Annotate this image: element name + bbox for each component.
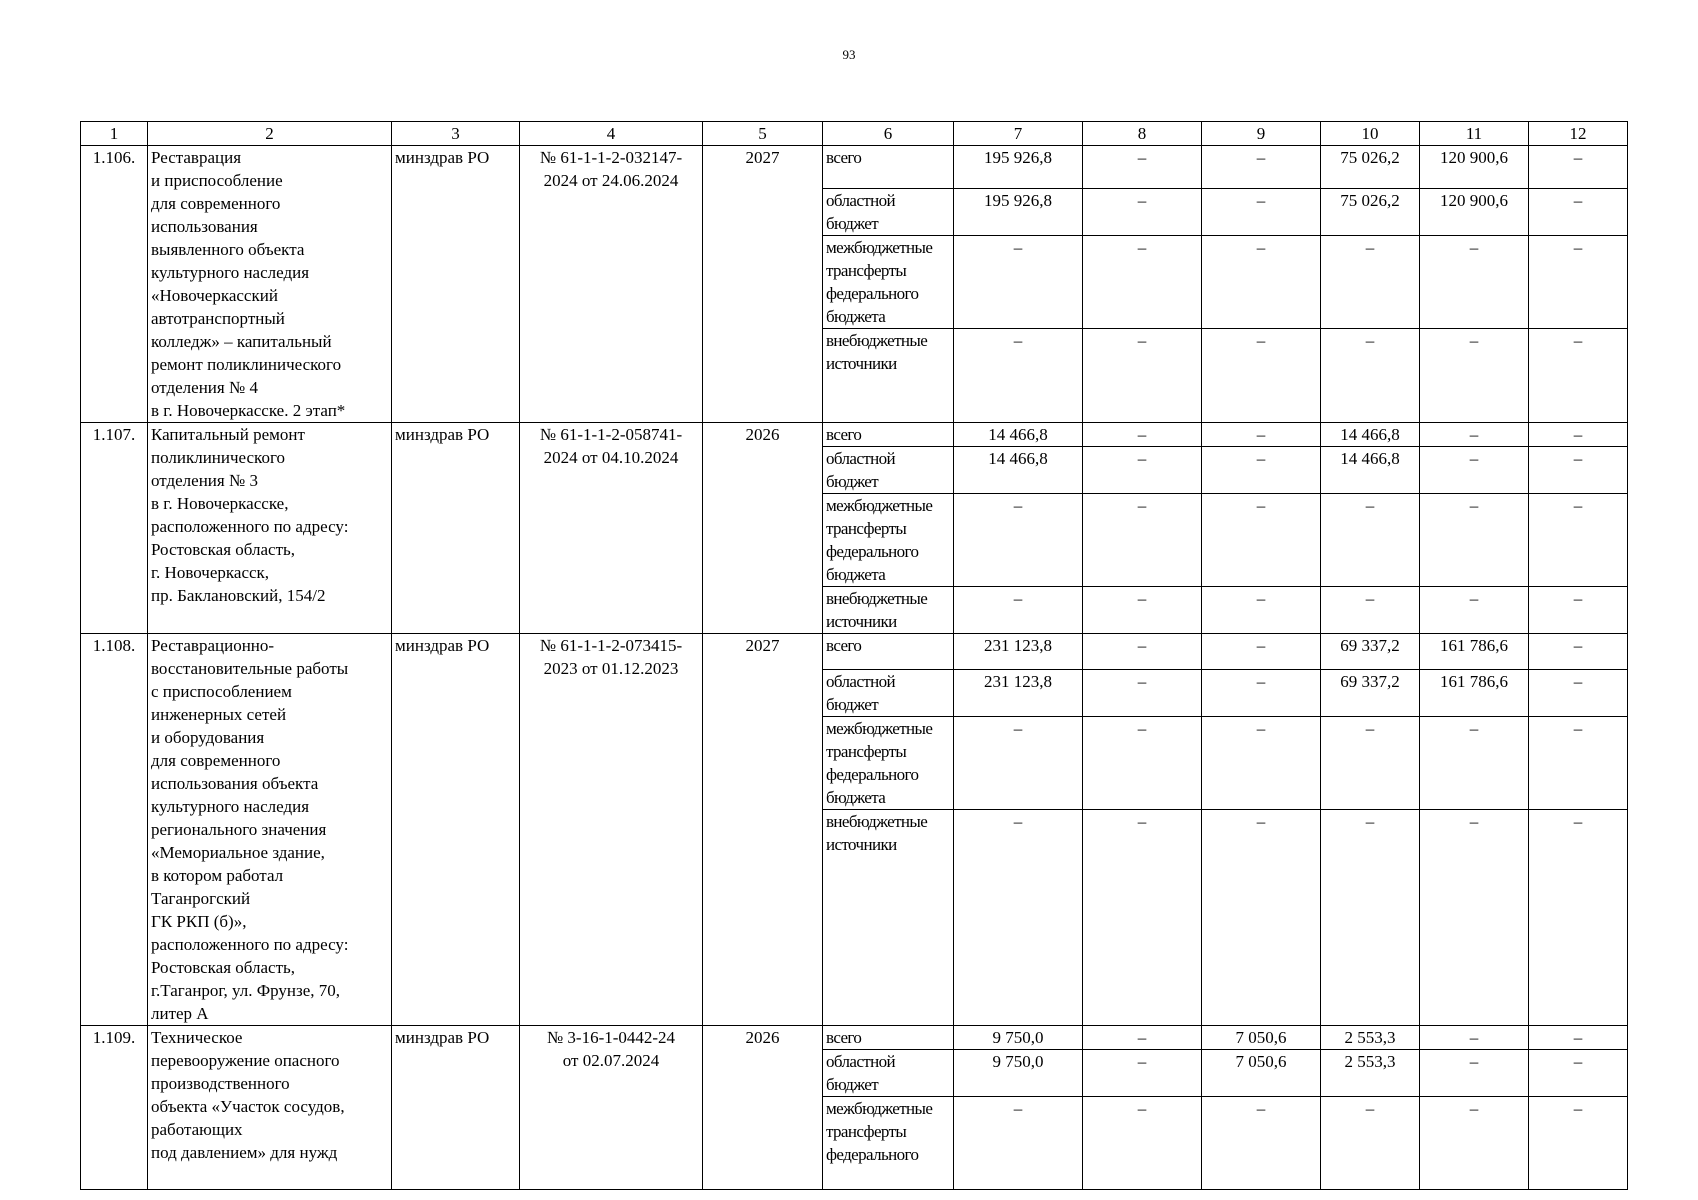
entry-name-line: ремонт поликлинического (151, 355, 342, 374)
funding-source (823, 329, 954, 423)
funding-source-line: межбюджетные (826, 496, 933, 515)
amount-cell: 14 466,8 (1321, 447, 1420, 494)
funding-source (823, 634, 954, 670)
amount-cell: 9 750,0 (954, 1026, 1083, 1050)
amount-cell: 69 337,2 (1321, 634, 1420, 670)
entry-name-line: Техническое (151, 1028, 243, 1047)
entry-name (148, 1026, 392, 1190)
amount-cell: – (1420, 423, 1529, 447)
entry-name-line: работающих (151, 1120, 243, 1139)
entry-document (520, 634, 703, 1026)
entry-number: 1.107. (81, 423, 148, 634)
amount-cell: – (1321, 1097, 1420, 1190)
entry-name-line: культурного наследия (151, 263, 310, 282)
amount-cell: 9 750,0 (954, 1050, 1083, 1097)
amount-cell: – (954, 236, 1083, 329)
amount-cell: – (1420, 447, 1529, 494)
entry-name-line: и приспособление (151, 171, 283, 190)
entry-name-line: Капитальный ремонт (151, 425, 305, 444)
funding-source-line: межбюджетные (826, 238, 933, 257)
amount-cell: 75 026,2 (1321, 189, 1420, 236)
column-header: 4 (520, 122, 703, 146)
amount-cell: 14 466,8 (954, 423, 1083, 447)
entry-executor: минздрав РО (392, 423, 520, 634)
amount-cell: – (1529, 1026, 1628, 1050)
entry-executor: минздрав РО (392, 634, 520, 1026)
amount-cell: 2 553,3 (1321, 1026, 1420, 1050)
amount-cell: – (1083, 329, 1202, 423)
amount-cell: 161 786,6 (1420, 670, 1529, 717)
amount-cell: 161 786,6 (1420, 634, 1529, 670)
amount-cell: – (1420, 717, 1529, 810)
page-number: 93 (842, 47, 856, 62)
entry-name-line: пр. Баклановский, 154/2 (151, 586, 326, 605)
entry-year: 2026 (703, 423, 823, 634)
column-header: 10 (1321, 122, 1420, 146)
amount-cell: – (1529, 717, 1628, 810)
funding-source-line: источники (826, 835, 897, 854)
funding-source (823, 1026, 954, 1050)
amount-cell: 2 553,3 (1321, 1050, 1420, 1097)
amount-cell: – (1321, 329, 1420, 423)
funding-source (823, 670, 954, 717)
entry-name-line: в г. Новочеркасске, (151, 494, 289, 513)
entry-document-line: 2024 от 04.10.2024 (543, 448, 679, 467)
amount-cell: – (1202, 494, 1321, 587)
amount-cell: – (1529, 670, 1628, 717)
entry-name-line: под давлением» для нужд (151, 1143, 338, 1162)
entry-document-line: 2024 от 24.06.2024 (543, 171, 679, 190)
column-header: 9 (1202, 122, 1321, 146)
amount-cell: – (954, 1097, 1083, 1190)
amount-cell: – (1083, 447, 1202, 494)
amount-cell: – (1529, 447, 1628, 494)
entry-name-line: объекта «Участок сосудов, (151, 1097, 345, 1116)
column-header: 8 (1083, 122, 1202, 146)
funding-source-line: бюджет (826, 214, 879, 233)
funding-source-line: федерального (826, 1145, 919, 1164)
entry-number: 1.109. (81, 1026, 148, 1190)
column-header: 5 (703, 122, 823, 146)
entry-name-line: инженерных сетей (151, 705, 287, 724)
amount-cell: – (1529, 236, 1628, 329)
entry-name-line: в г. Новочеркасске. 2 этап* (151, 401, 346, 420)
funding-source (823, 494, 954, 587)
amount-cell: 7 050,6 (1202, 1026, 1321, 1050)
entry-document (520, 423, 703, 634)
amount-cell: – (1083, 1026, 1202, 1050)
amount-cell: – (1083, 423, 1202, 447)
funding-source-line: источники (826, 354, 897, 373)
funding-source-line: трансферты (826, 742, 907, 761)
funding-source (823, 423, 954, 447)
funding-source-line: межбюджетные (826, 719, 933, 738)
funding-source (823, 146, 954, 189)
table-row (81, 1026, 1628, 1050)
amount-cell: – (1202, 717, 1321, 810)
entry-name-line: «Мемориальное здание, (151, 843, 325, 862)
amount-cell: – (1083, 146, 1202, 189)
entry-name-line: Таганрогский (151, 889, 251, 908)
amount-cell: – (1321, 494, 1420, 587)
entry-name-line: перевооружение опасного (151, 1051, 340, 1070)
funding-source-line: федерального (826, 765, 919, 784)
amount-cell: – (1083, 1097, 1202, 1190)
entry-name-line: поликлинического (151, 448, 285, 467)
funding-source-line: федерального (826, 284, 919, 303)
entry-year: 2027 (703, 146, 823, 423)
amount-cell: – (1202, 236, 1321, 329)
funding-source (823, 810, 954, 1026)
amount-cell: – (1529, 494, 1628, 587)
column-header: 12 (1529, 122, 1628, 146)
funding-source (823, 189, 954, 236)
entry-name-line: Ростовская область, (151, 958, 296, 977)
amount-cell: – (1202, 810, 1321, 1026)
amount-cell: – (1529, 587, 1628, 634)
entry-name-line: в котором работал (151, 866, 284, 885)
entry-document-line: № 61-1-1-2-032147- (539, 148, 683, 167)
funding-source-line: внебюджетные (826, 331, 928, 350)
entry-name-line: для современного (151, 751, 281, 770)
entry-name-line: г. Новочеркасск, (151, 563, 270, 582)
entry-name-line: использования объекта (151, 774, 319, 793)
amount-cell: 231 123,8 (954, 670, 1083, 717)
funding-source-line: бюджет (826, 472, 879, 491)
funding-source-line: всего (826, 148, 862, 167)
funding-source-line: бюджета (826, 565, 886, 584)
amount-cell: – (954, 587, 1083, 634)
entry-name-line: ГК РКП (б)», (151, 912, 247, 931)
column-header: 2 (148, 122, 392, 146)
entry-name-line: производственного (151, 1074, 290, 1093)
amount-cell: – (1202, 670, 1321, 717)
amount-cell: – (1420, 1026, 1529, 1050)
entry-number: 1.108. (81, 634, 148, 1026)
amount-cell: – (1420, 1050, 1529, 1097)
amount-cell: – (1202, 634, 1321, 670)
column-header-row (81, 122, 1628, 146)
amount-cell: – (1529, 634, 1628, 670)
amount-cell: – (1420, 329, 1529, 423)
column-header: 3 (392, 122, 520, 146)
entry-document-line: 2023 от 01.12.2023 (543, 659, 679, 678)
funding-source (823, 587, 954, 634)
amount-cell: – (1202, 1097, 1321, 1190)
column-header: 7 (954, 122, 1083, 146)
entry-document-line: № 3-16-1-0442-24 (546, 1028, 676, 1047)
amount-cell: 14 466,8 (1321, 423, 1420, 447)
entry-name-line: г.Таганрог, ул. Фрунзе, 70, (151, 981, 341, 1000)
funding-source-line: бюджета (826, 788, 886, 807)
funding-source-line: трансферты (826, 1122, 907, 1141)
entry-name-line: расположенного по адресу: (151, 935, 349, 954)
funding-source-line: внебюджетные (826, 812, 928, 831)
amount-cell: – (1202, 329, 1321, 423)
amount-cell: – (954, 717, 1083, 810)
entry-name-line: регионального значения (151, 820, 327, 839)
funding-source-line: всего (826, 1028, 862, 1047)
amount-cell: – (1321, 587, 1420, 634)
funding-source-line: областной (826, 449, 896, 468)
column-header: 1 (81, 122, 148, 146)
entry-name-line: автотранспортный (151, 309, 285, 328)
funding-source-line: бюджет (826, 1075, 879, 1094)
entry-name-line: Ростовская область, (151, 540, 296, 559)
entry-executor: минздрав РО (392, 146, 520, 423)
amount-cell: 231 123,8 (954, 634, 1083, 670)
funding-source (823, 1050, 954, 1097)
amount-cell: – (1083, 1050, 1202, 1097)
amount-cell: 69 337,2 (1321, 670, 1420, 717)
funding-source-line: межбюджетные (826, 1099, 933, 1118)
amount-cell: – (1083, 236, 1202, 329)
amount-cell: – (1202, 447, 1321, 494)
funding-source-line: областной (826, 191, 896, 210)
amount-cell: – (1083, 494, 1202, 587)
amount-cell: – (1321, 810, 1420, 1026)
entry-document-line: № 61-1-1-2-058741- (539, 425, 683, 444)
amount-cell: – (1083, 587, 1202, 634)
entry-name-line: и оборудования (151, 728, 265, 747)
funding-source-line: бюджета (826, 307, 886, 326)
entry-document (520, 1026, 703, 1190)
amount-cell: – (1420, 236, 1529, 329)
table-body (81, 122, 1628, 1190)
amount-cell: – (1083, 670, 1202, 717)
amount-cell: 120 900,6 (1420, 189, 1529, 236)
amount-cell: – (1202, 587, 1321, 634)
amount-cell: – (1420, 1097, 1529, 1190)
amount-cell: – (1529, 1097, 1628, 1190)
amount-cell: – (1083, 634, 1202, 670)
amount-cell: – (1202, 189, 1321, 236)
amount-cell: – (1420, 587, 1529, 634)
amount-cell: – (1321, 236, 1420, 329)
entry-name-line: Реставрационно- (151, 636, 275, 655)
column-header: 11 (1420, 122, 1529, 146)
amount-cell: 75 026,2 (1321, 146, 1420, 189)
entry-name-line: восстановительные работы (151, 659, 349, 678)
entry-name (148, 423, 392, 634)
amount-cell: – (954, 810, 1083, 1026)
amount-cell: – (1321, 717, 1420, 810)
amount-cell: – (954, 494, 1083, 587)
entry-name-line: «Новочеркасский (151, 286, 278, 305)
funding-source (823, 717, 954, 810)
entry-name-line: использования (151, 217, 258, 236)
amount-cell: 14 466,8 (954, 447, 1083, 494)
amount-cell: – (1529, 189, 1628, 236)
funding-source-line: областной (826, 1052, 896, 1071)
amount-cell: – (1529, 810, 1628, 1026)
entry-name-line: колледж» – капитальный (151, 332, 332, 351)
entry-name-line: культурного наследия (151, 797, 310, 816)
entry-name (148, 634, 392, 1026)
entry-name-line: Реставрация (151, 148, 242, 167)
funding-source-line: трансферты (826, 261, 907, 280)
entry-document-line: № 61-1-1-2-073415- (539, 636, 683, 655)
entry-year: 2027 (703, 634, 823, 1026)
entry-document (520, 146, 703, 423)
amount-cell: 120 900,6 (1420, 146, 1529, 189)
entry-document-line: от 02.07.2024 (562, 1051, 660, 1070)
column-header: 6 (823, 122, 954, 146)
amount-cell: – (1083, 717, 1202, 810)
entry-name (148, 146, 392, 423)
amount-cell: – (1420, 810, 1529, 1026)
entry-name-line: отделения № 3 (151, 471, 258, 490)
entry-year: 2026 (703, 1026, 823, 1190)
funding-source (823, 1097, 954, 1190)
entry-name-line: отделения № 4 (151, 378, 258, 397)
amount-cell: 7 050,6 (1202, 1050, 1321, 1097)
amount-cell: – (954, 329, 1083, 423)
amount-cell: – (1202, 423, 1321, 447)
funding-source (823, 236, 954, 329)
amount-cell: – (1083, 189, 1202, 236)
funding-source-line: всего (826, 425, 862, 444)
table-row (81, 423, 1628, 447)
amount-cell: – (1529, 423, 1628, 447)
entry-executor: минздрав РО (392, 1026, 520, 1190)
funding-source-line: федерального (826, 542, 919, 561)
table-row (81, 634, 1628, 670)
table-row (81, 146, 1628, 189)
funding-source (823, 447, 954, 494)
funding-source-line: источники (826, 612, 897, 631)
amount-cell: – (1420, 494, 1529, 587)
funding-source-line: всего (826, 636, 862, 655)
amount-cell: 195 926,8 (954, 189, 1083, 236)
entry-number: 1.106. (81, 146, 148, 423)
funding-source-line: внебюджетные (826, 589, 928, 608)
funding-source-line: областной (826, 672, 896, 691)
amount-cell: – (1529, 1050, 1628, 1097)
amount-cell: – (1529, 146, 1628, 189)
funding-source-line: трансферты (826, 519, 907, 538)
entry-name-line: с приспособлением (151, 682, 292, 701)
amount-cell: – (1202, 146, 1321, 189)
entry-name-line: литер А (151, 1004, 209, 1023)
amount-cell: 195 926,8 (954, 146, 1083, 189)
entry-name-line: выявленного объекта (151, 240, 305, 259)
budget-table (80, 121, 1628, 1190)
amount-cell: – (1529, 329, 1628, 423)
amount-cell: – (1083, 810, 1202, 1026)
funding-source-line: бюджет (826, 695, 879, 714)
entry-name-line: для современного (151, 194, 281, 213)
entry-name-line: расположенного по адресу: (151, 517, 349, 536)
